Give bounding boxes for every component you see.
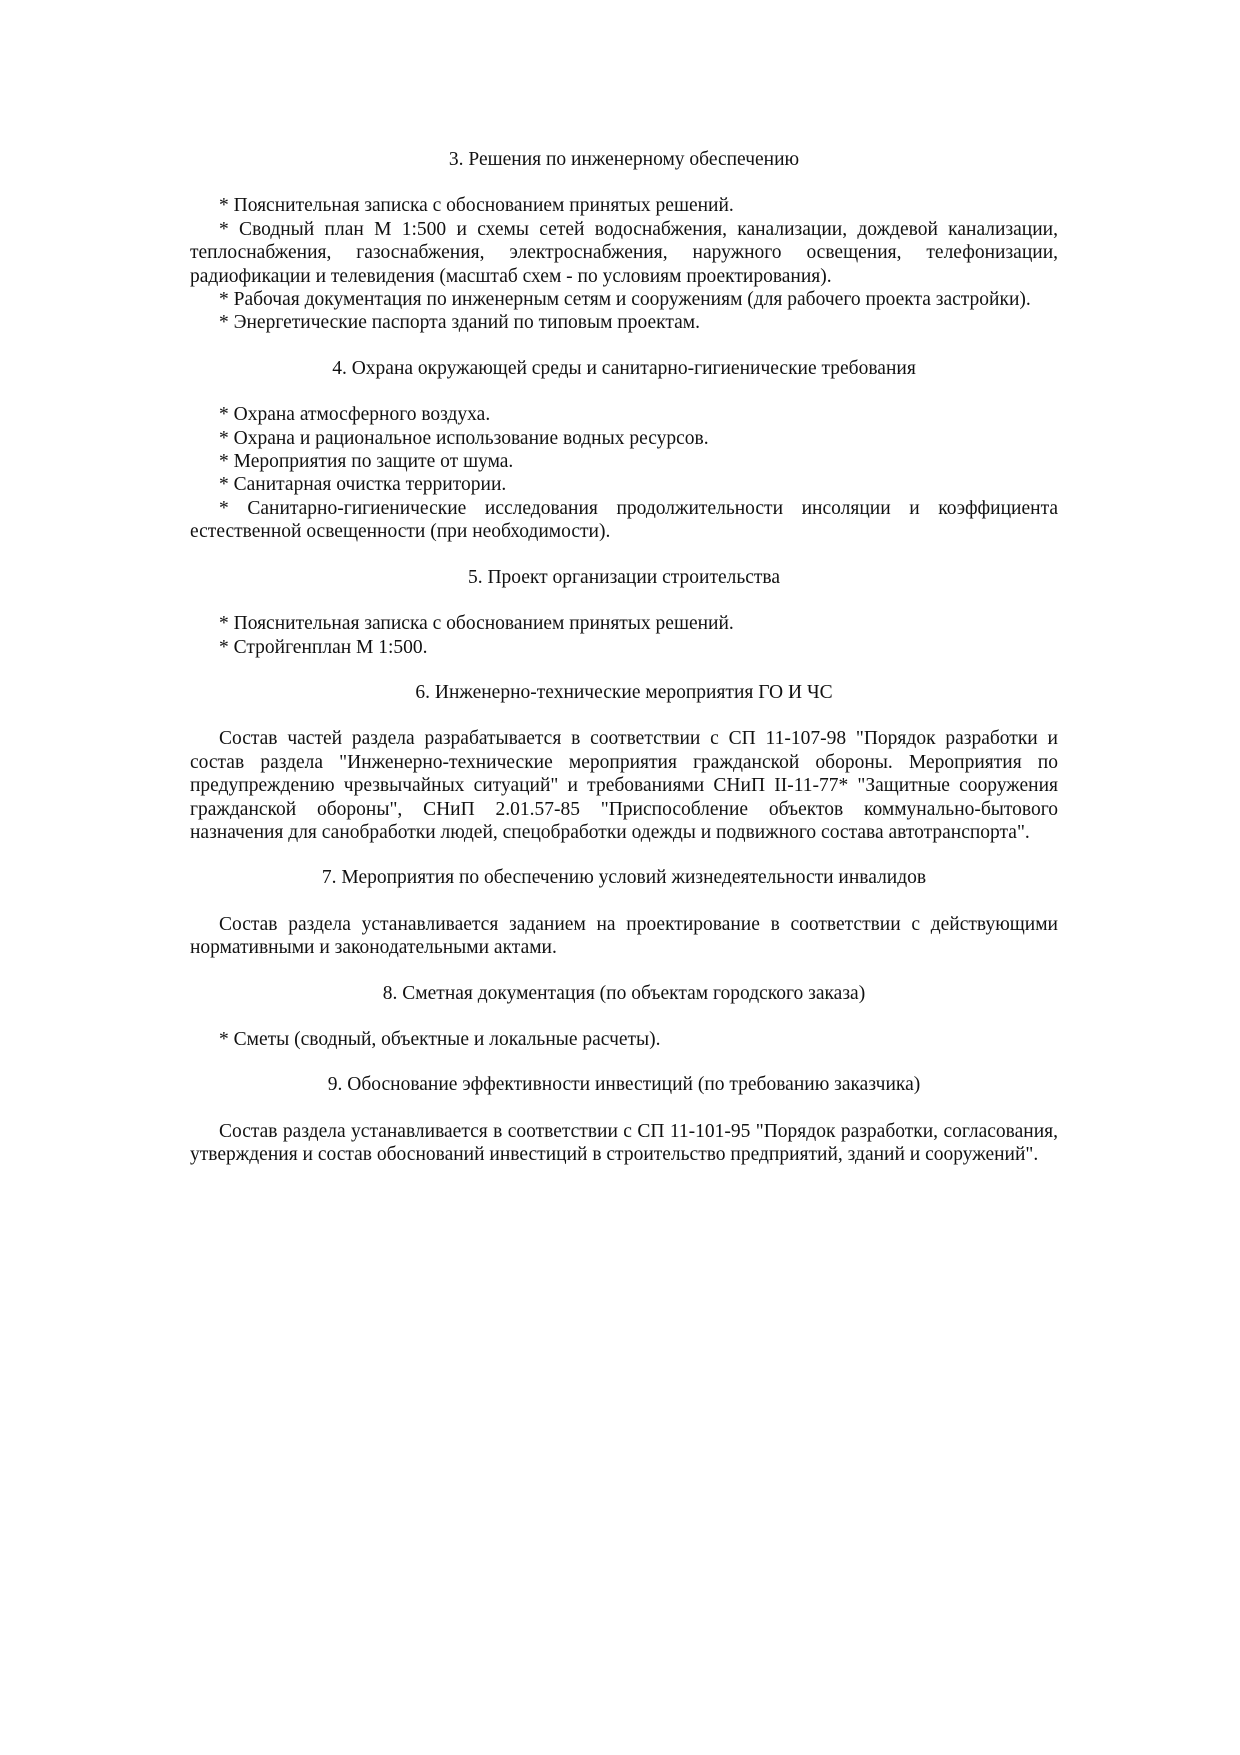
section-9 bbox=[190, 1073, 1058, 1166]
section-heading: 8. Сметная документация (по объектам городского заказа) bbox=[382, 982, 866, 1004]
section-heading: 4. Охрана окружающей среды и санитарно-гигиенические требования bbox=[332, 357, 916, 379]
section-7 bbox=[190, 866, 1058, 959]
paragraph: * Сметы (сводный, объектные и локальные расчеты). bbox=[219, 1028, 661, 1050]
paragraph: * Санитарная очистка территории. bbox=[219, 474, 507, 496]
section-heading: 6. Инженерно-технические мероприятия ГО И ЧС bbox=[415, 681, 833, 703]
section-heading: 5. Проект организации строительства bbox=[467, 566, 781, 588]
paragraph: * Рабочая документация по инженерным сетям и сооружениям (для рабочего проекта застройки). bbox=[219, 289, 1031, 311]
paragraph: Состав раздела устанавливается в соответствии с СП 11-101-95 "Порядок разработки, согласования, утверждения и состав обоснований инвестиций в строительство предприятий, зданий и сооружений". bbox=[190, 1120, 1058, 1166]
paragraph: Состав раздела устанавливается заданием на проектирование в соответствии с действующими нормативными и законодательными актами. bbox=[190, 913, 1058, 959]
section-8 bbox=[190, 982, 1058, 1052]
section-4 bbox=[190, 357, 1058, 544]
paragraph: * Охрана и рациональное использование водных ресурсов. bbox=[219, 427, 709, 449]
paragraph: * Охрана атмосферного воздуха. bbox=[219, 404, 491, 426]
section-heading: 3. Решения по инженерному обеспечению bbox=[448, 149, 800, 170]
paragraph: Состав частей раздела разрабатывается в соответствии с СП 11-107-98 "Порядок разработки и состав раздела "Инженерно-технические мероприятия гражданской обороны. Мероприятия по предупреждению чрезвычайных ситуаций" и требованиями СНиП II-11-77* "Защитные сооружения гражданской обороны", СНиП 2.01.57-85 "Приспособление объектов коммунально-бытового назначения для санобработки людей, спецобработки одежды и подвижного состава автотранспорта". bbox=[190, 728, 1058, 843]
section-6 bbox=[190, 681, 1058, 844]
paragraph: * Пояснительная записка с обоснованием принятых решений. bbox=[219, 195, 734, 217]
paragraph: * Сводный план М 1:500 и схемы сетей водоснабжения, канализации, дождевой канализации, теплоснабжения, газоснабжения, электроснабжения, наружного освещения, телефонизации, радиофикации и телевидения (масштаб схем - по условиям проектирования). bbox=[190, 218, 1058, 287]
section-3 bbox=[190, 148, 1058, 335]
document-page bbox=[190, 148, 1058, 1167]
section-heading: 7. Мероприятия по обеспечению условий жизнедеятельности инвалидов bbox=[321, 867, 927, 889]
paragraph: * Пояснительная записка с обоснованием принятых решений. bbox=[219, 613, 734, 635]
section-5 bbox=[190, 566, 1058, 659]
paragraph: * Стройгенплан М 1:500. bbox=[219, 636, 428, 658]
paragraph: * Энергетические паспорта зданий по типовым проектам. bbox=[219, 312, 700, 334]
paragraph: * Мероприятия по защите от шума. bbox=[219, 451, 514, 473]
section-heading: 9. Обоснование эффективности инвестиций (по требованию заказчика) bbox=[327, 1074, 921, 1096]
paragraph: * Санитарно-гигиенические исследования продолжительности инсоляции и коэффициента естественной освещенности (при необходимости). bbox=[190, 497, 1058, 543]
